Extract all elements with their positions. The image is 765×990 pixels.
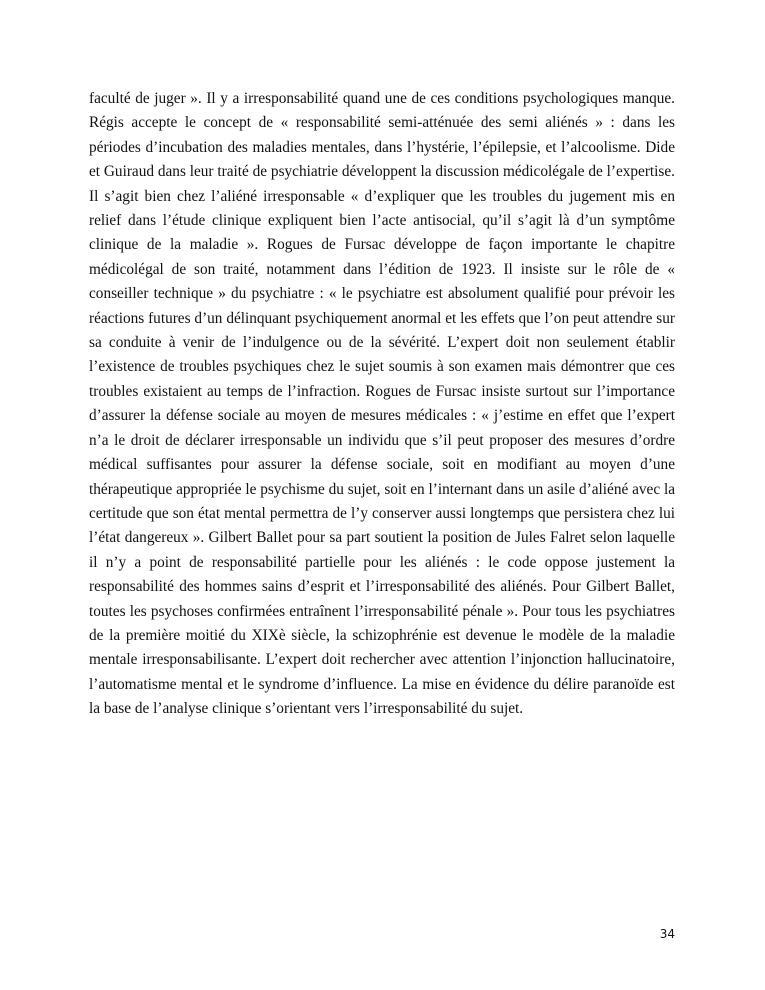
body-paragraph: faculté de juger ». Il y a irresponsabilité quand une de ces conditions psychologiques manque. Régis accepte le concept de « responsabilité semi-atténuée des semi aliénés » : dans les périodes d’incubation des maladies mentales, dans l’hystérie, l’épilepsie, et l’alcoolisme. Dide et Guiraud dans leur traité de psychiatrie développent la discussion médicolégale de l’expertise. Il s’agit bien chez l’aliéné irresponsable « d’expliquer que les troubles du jugement mis en relief dans l’étude clinique expliquent bien l’acte antisocial, qu’il s’agit là d’un symptôme clinique de la maladie ». Rogues de Fursac développe de façon importante le chapitre médicolégal de son traité, notamment dans l’édition de 1923. Il insiste sur le rôle de « conseiller technique » du psychiatre : « le psychiatre est absolument qualifié pour prévoir les réactions futures d’un délinquant psychiquement anormal et les effets que l’on peut attendre sur sa conduite à venir de l’indulgence ou de la sévérité. L’expert doit non seulement établir l’existence de troubles psychiques chez le sujet soumis à son examen mais démontrer que ces troubles existaient au temps de l’infraction. Rogues de Fursac insiste surtout sur l’importance d’assurer la défense sociale au moyen de mesures médicales : « j’estime en effet que l’expert n’a le droit de déclarer irresponsable un individu que s’il peut proposer des mesures d’ordre médical suffisantes pour assurer la défense sociale, soit en modifiant au moyen d’une thérapeutique appropriée le psychisme du sujet, soit en l’internant dans un asile d’aliéné avec la certitude que son état mental permettra de l’y conserver aussi longtemps que persistera chez lui l’état dangereux ». Gilbert Ballet pour sa part soutient la position de Jules Falret selon laquelle il n’y a point de responsabilité partielle pour les aliénés : le code oppose justement la responsabilité des hommes sains d’esprit et l’irresponsabilité des aliénés. Pour Gilbert Ballet, toutes les psychoses confirmées entraînent l’irresponsabilité pénale ». Pour tous les psychiatres de la première moitié du XIXè siècle, la schizophrénie est devenue le modèle de la maladie mentale irresponsabilisante. L’expert doit rechercher avec attention l’injonction hallucinatoire, l’automatisme mental et le syndrome d’influence. La mise en évidence du délire paranoïde est la base de l’analyse clinique s’orientant vers l’irresponsabilité du sujet. bbox=[89, 90, 675, 718]
page-number: 34 bbox=[659, 927, 675, 941]
